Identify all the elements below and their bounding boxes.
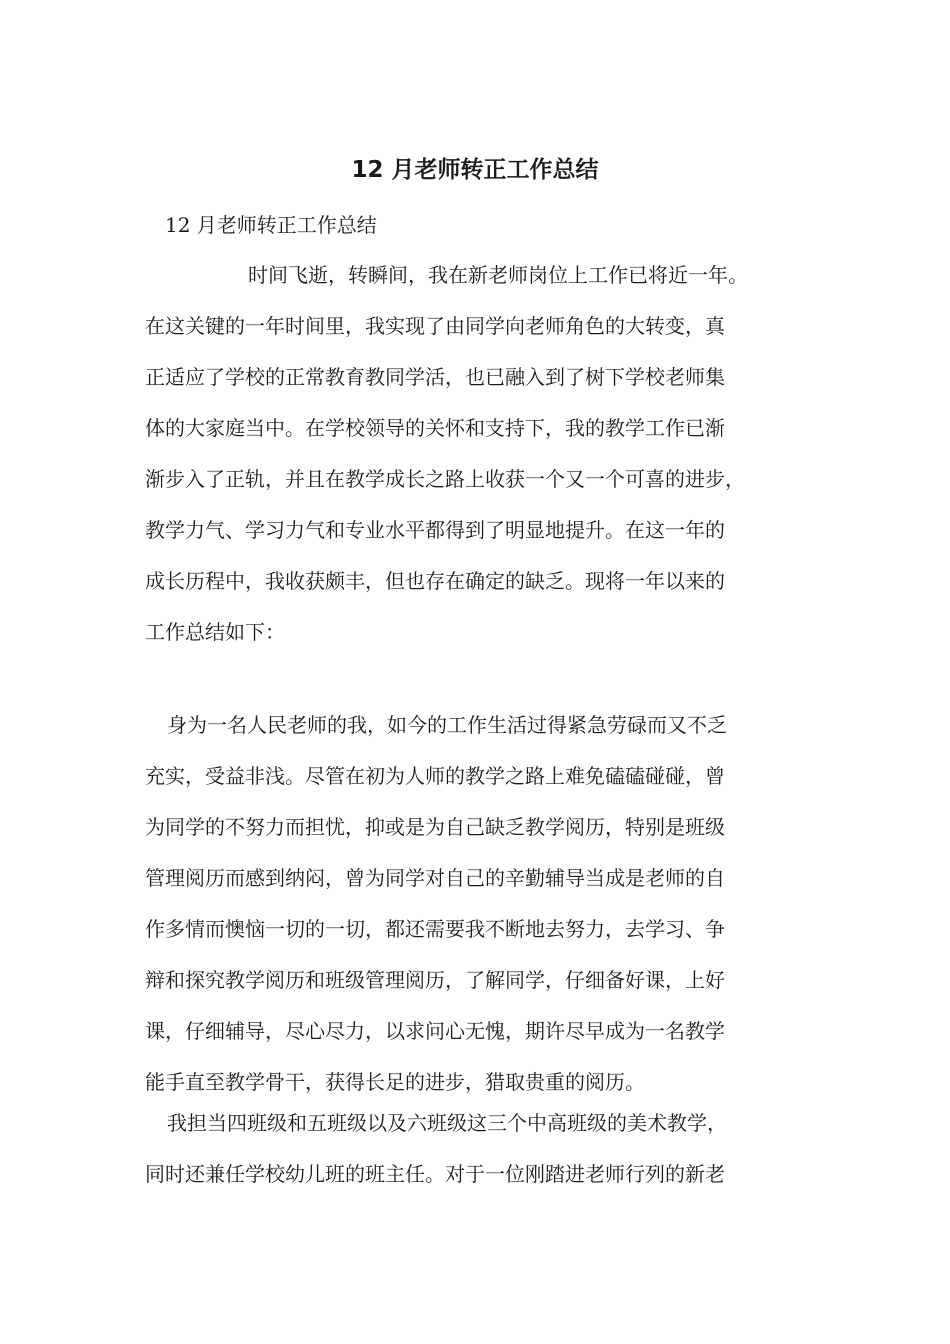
paragraph-2 [145,700,825,1108]
paragraph-line: 时间飞逝，转瞬间，我在新老师岗位上工作已将近一年。 [248,263,748,287]
paragraph-line: 在这关键的一年时间里，我实现了由同学向老师角色的大转变，真 [145,314,725,338]
paragraph-line: 教学力气、学习力气和专业水平都得到了明显地提升。在这一年的 [145,518,725,542]
paragraph-line: 工作总结如下： [145,620,285,644]
paragraph-line: 同时还兼任学校幼儿班的班主任。对于一位刚踏进老师行列的新老 [145,1162,725,1186]
paragraph-line: 体的大家庭当中。在学校领导的关怀和支持下，我的教学工作已渐 [145,416,725,440]
paragraph-3 [145,1098,825,1200]
paragraph-1 [145,250,825,658]
paragraph-line: 充实，受益非浅。尽管在初为人师的教学之路上难免磕磕碰碰，曾 [145,764,725,788]
document-subtitle: 12 月老师转正工作总结 [165,213,377,237]
paragraph-line: 成长历程中，我收获颇丰，但也存在确定的缺乏。现将一年以来的 [145,569,725,593]
paragraph-line: 身为一名人民老师的我，如今的工作生活过得紧急劳碌而又不乏 [167,713,727,737]
paragraph-line: 管理阅历而感到纳闷，曾为同学对自己的辛勤辅导当成是老师的自 [145,866,725,890]
paragraph-line: 正适应了学校的正常教育教同学活，也已融入到了树下学校老师集 [145,365,725,389]
paragraph-line: 课，仔细辅导，尽心尽力，以求问心无愧，期许尽早成为一名教学 [145,1019,725,1043]
document-title: 12 月老师转正工作总结 [351,157,599,183]
paragraph-line: 能手直至教学骨干，获得长足的进步，猎取贵重的阅历。 [145,1070,645,1094]
paragraph-line: 作多情而懊恼一切的一切，都还需要我不断地去努力，去学习、争 [145,917,725,941]
paragraph-line: 辩和探究教学阅历和班级管理阅历，了解同学，仔细备好课，上好 [145,968,725,992]
paragraph-line: 为同学的不努力而担忧，抑或是为自己缺乏教学阅历，特别是班级 [145,815,725,839]
paragraph-line: 我担当四班级和五班级以及六班级这三个中高班级的美术教学， [167,1111,727,1135]
paragraph-line: 渐步入了正轨，并且在教学成长之路上收获一个又一个可喜的进步， [145,467,745,491]
